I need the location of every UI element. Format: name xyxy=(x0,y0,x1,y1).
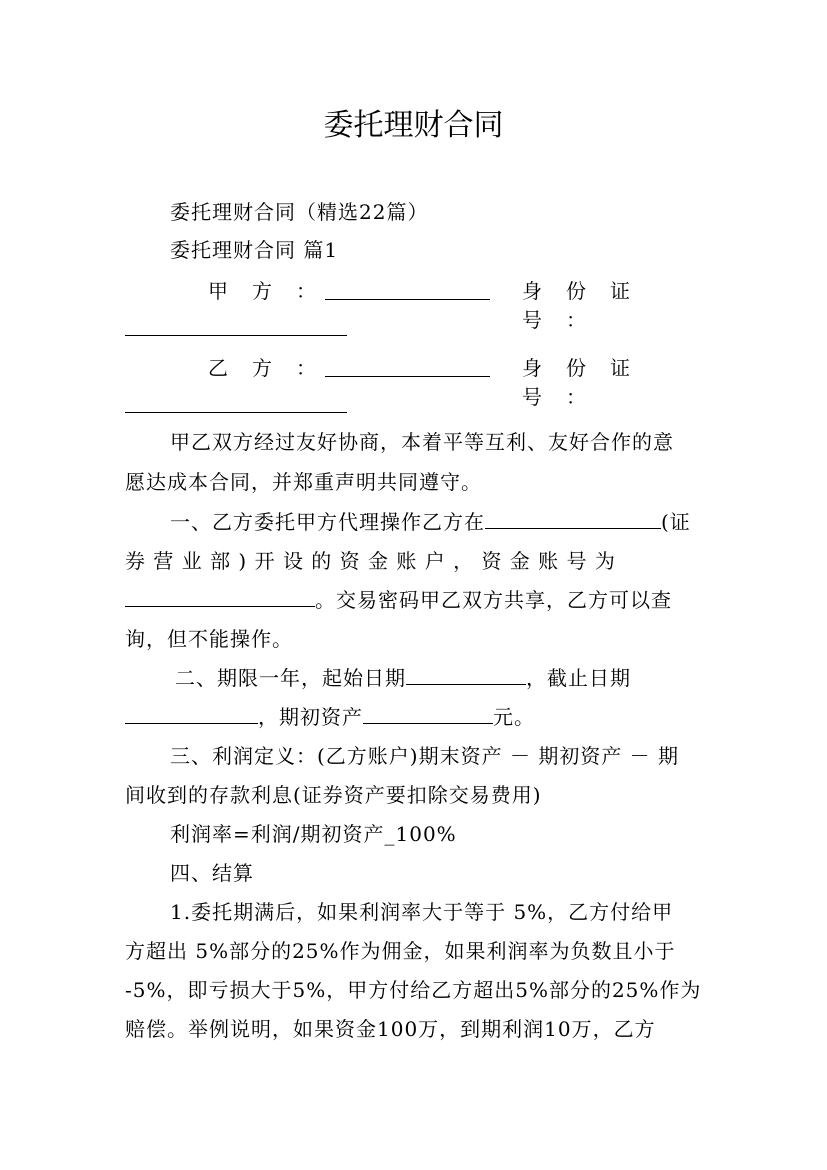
party-b-blank xyxy=(325,352,490,377)
clause-2-end-blank xyxy=(125,699,258,724)
clause-2-text-d: 元。 xyxy=(493,705,535,729)
clause-3-line-1: 三、利润定义：(乙方账户)期末资产 － 期初资产 － 期 xyxy=(170,744,680,768)
clause-1-line-1 xyxy=(170,503,750,541)
profit-formula: 利润率=利润/期初资产_100% xyxy=(170,822,457,846)
clause-1-blank-1 xyxy=(485,504,661,529)
clause-2-text-b: ，截止日期 xyxy=(526,666,631,690)
intro-line-2: 愿达成本合同，并郑重声明共同遵守。 xyxy=(125,470,482,494)
subtitle: 委托理财合同（精选22篇） xyxy=(170,200,429,224)
clause-1-blank-2 xyxy=(125,582,315,607)
clause-1-text-b: (证 xyxy=(661,510,691,534)
party-a-id-label: 身 份 证 号 ： xyxy=(522,279,654,332)
intro-line-1: 甲乙双方经过友好协商，本着平等互利、友好合作的意 xyxy=(170,430,674,454)
section-heading: 委托理财合同 篇1 xyxy=(170,238,339,262)
clause-2-text-c: ，期初资产 xyxy=(258,705,363,729)
party-b-label: 乙 方 ： xyxy=(208,356,318,380)
clause-2-line-1 xyxy=(175,659,755,697)
clause-2-text-a: 二、期限一年，起始日期 xyxy=(175,666,406,690)
clause-4-heading: 四、结算 xyxy=(170,861,254,885)
clause-1-line-4: 询，但不能操作。 xyxy=(125,627,293,651)
clause-1-text-c: 。交易密码甲乙双方共享，乙方可以查 xyxy=(315,588,672,612)
clause-1-line-3 xyxy=(125,581,705,619)
document-title: 委托理财合同 xyxy=(323,108,504,143)
party-b-id-label: 身 份 证 号 ： xyxy=(522,356,654,409)
party-b-id-blank xyxy=(125,388,347,413)
clause-3-line-2: 间收到的存款利息(证券资产要扣除交易费用) xyxy=(125,783,542,807)
settlement-line-1: 1.委托期满后，如果利润率大于等于 5%，乙方付给甲 xyxy=(170,900,674,924)
clause-2-assets-blank xyxy=(363,699,493,724)
clause-1-line-2: 券 营 业 部 ) 开 设 的 资 金 账 户 ， 资 金 账 号 为 xyxy=(125,549,616,573)
clause-2-start-blank xyxy=(406,660,526,685)
clause-2-line-2 xyxy=(125,698,705,736)
party-a-label: 甲 方 ： xyxy=(208,279,318,303)
party-a-blank xyxy=(325,275,490,300)
settlement-line-3: -5%，即亏损大于5%，甲方付给乙方超出5%部分的25%作为 xyxy=(125,978,702,1002)
party-a-id-blank xyxy=(125,311,347,336)
settlement-line-2: 方超出 5%部分的25%作为佣金，如果利润率为负数且小于 xyxy=(125,939,676,963)
settlement-line-4: 赔偿。举例说明，如果资金100万，到期利润10万，乙方 xyxy=(125,1017,656,1041)
clause-1-text-a: 一、乙方委托甲方代理操作乙方在 xyxy=(170,510,485,534)
